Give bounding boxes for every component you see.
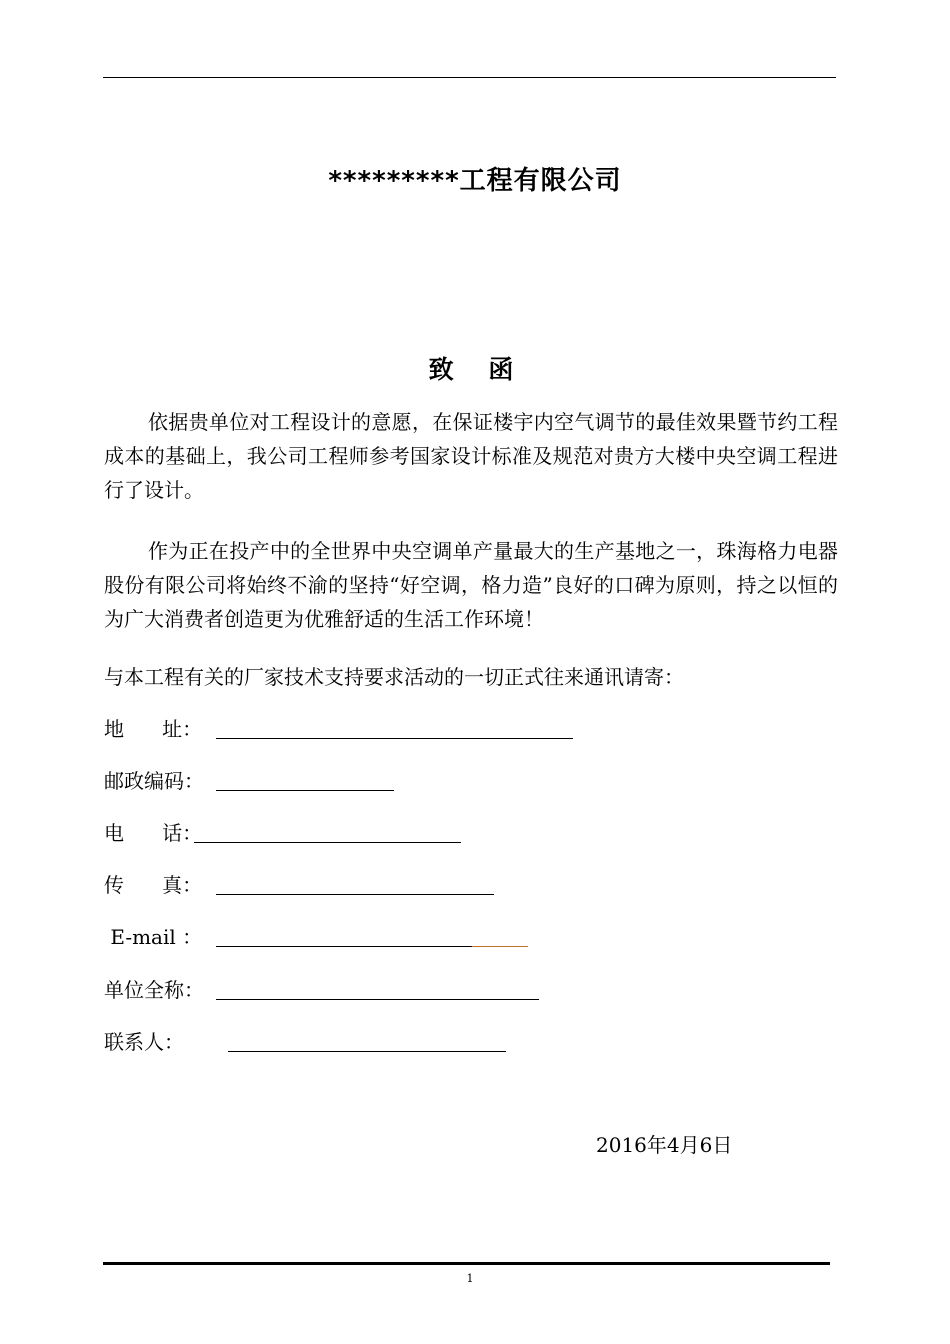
postal-code-blank-line xyxy=(216,790,394,791)
address-label: 地 址： xyxy=(104,717,203,741)
paragraph-design-intro: 依据贵单位对工程设计的意愿，在保证楼宇内空气调节的最佳效果暨节约工程成本的基础上，我公司工程师参考国家设计标准及规范对贵方大楼中央空调工程进行了设计。 xyxy=(104,410,838,502)
contact-intro-line: 与本工程有关的厂家技术支持要求活动的一切正式往来通讯请寄： xyxy=(104,665,684,689)
fax-blank-line xyxy=(216,894,494,895)
letter-title: 致 函 xyxy=(428,355,514,384)
company-name: *********工程有限公司 xyxy=(328,166,622,196)
organization-label: 单位全称： xyxy=(104,978,204,1002)
paragraph-company-commitment: 作为正在投产中的全世界中央空调单产量最大的生产基地之一，珠海格力电器股份有限公司将始终不渝的坚持“好空调，格力造”良好的口碑为原则，持之以恒的为广大消费者创造更为优雅舒适的生活工作环境！ xyxy=(104,539,838,631)
page-number: 1 xyxy=(466,1272,474,1285)
organization-blank-line xyxy=(216,999,539,1000)
contact-label: 联系人： xyxy=(104,1030,184,1054)
fax-label: 传 真： xyxy=(104,873,203,897)
header-rule xyxy=(103,77,836,78)
contact-blank-line xyxy=(228,1051,506,1052)
email-blank-line-accent xyxy=(472,946,528,947)
address-blank-line xyxy=(216,738,573,739)
email-blank-line xyxy=(216,946,472,947)
phone-label: 电 话： xyxy=(104,821,203,845)
email-label: E-mail ： xyxy=(104,925,203,949)
letter-date: 2016年4月6日 xyxy=(596,1133,733,1157)
postal-code-label: 邮政编码： xyxy=(104,769,204,793)
phone-blank-line xyxy=(194,842,461,843)
footer-rule xyxy=(103,1262,830,1265)
